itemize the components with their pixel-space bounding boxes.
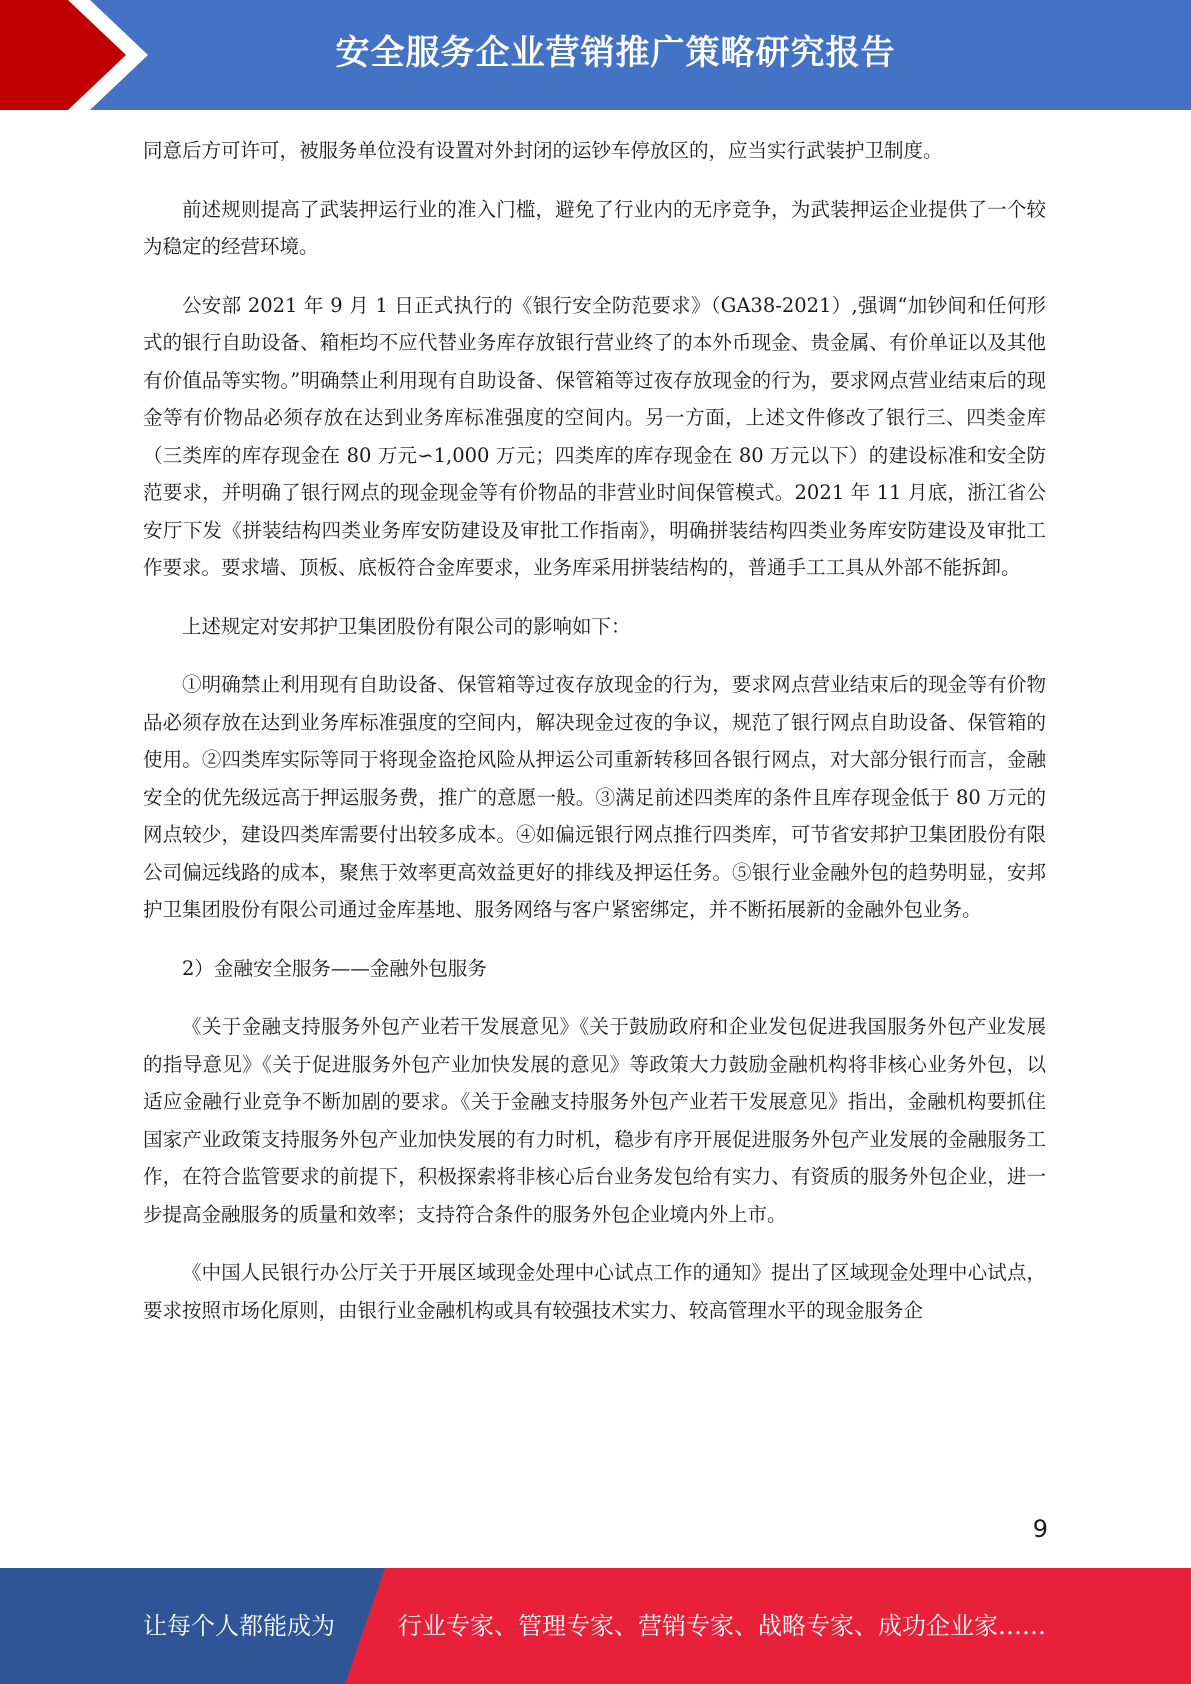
footer-slogan-roles: 行业专家、管理专家、营销专家、战略专家、成功企业家…… xyxy=(398,1612,1046,1640)
page-footer xyxy=(0,1568,1191,1684)
header-red-chevron xyxy=(0,0,148,110)
section-heading: 2）金融安全服务——金融外包服务 xyxy=(182,956,487,980)
paragraph: 前述规则提高了武装押运行业的准入门槛，避免了行业内的无序竞争，为武装押运企业提供了一个较为稳定的经营环境。 xyxy=(143,197,1046,258)
paragraph: ①明确禁止利用现有自助设备、保管箱等过夜存放现金的行为，要求网点营业结束后的现金等有价物品必须存放在达到业务库标准强度的空间内，解决现金过夜的争议，规范了银行网点自助设备、保管箱的使用。②四类库实际等同于将现金盗抢风险从押运公司重新转移回各银行网点，对大部分银行而言，金融安全的优先级远高于押运服务费，推广的意愿一般。③满足前述四类库的条件且库存现金低于 80 万元的网点较少，建设四类库需要付出较多成本。④如偏远银行网点推行四类库，可节省安邦护卫集团股份有限公司偏远线路的成本，聚焦于效率更高效益更好的排线及押运任务。⑤银行业金融外包的趋势明显，安邦护卫集团股份有限公司通过金库基地、服务网络与客户紧密绑定，并不断拓展新的金融外包业务。 xyxy=(143,673,1046,921)
paragraph: 《关于金融支持服务外包产业若干发展意见》《关于鼓励政府和企业发包促进我国服务外包产业发展的指导意见》《关于促进服务外包产业加快发展的意见》等政策大力鼓励金融机构将非核心业务外包，以适应金融行业竞争不断加剧的要求。《关于金融支持服务外包产业若干发展意见》指出，金融机构要抓住国家产业政策支持服务外包产业加快发展的有力时机，稳步有序开展促进服务外包产业发展的金融服务工作，在符合监管要求的前提下，积极探索将非核心后台业务发包给有实力、有资质的服务外包企业，进一步提高金融服务的质量和效率；支持符合条件的服务外包企业境内外上市。 xyxy=(143,1015,1046,1226)
paragraph: 《中国人民银行办公厅关于开展区域现金处理中心试点工作的通知》提出了区域现金处理中心试点，要求按照市场化原则，由银行业金融机构或具有较强技术实力、较高管理水平的现金服务企 xyxy=(143,1261,1046,1322)
page-header xyxy=(0,0,1191,110)
paragraph: 公安部 2021 年 9 月 1 日正式执行的《银行安全防范要求》（GA38-2021）,强调“加钞间和任何形式的银行自助设备、箱柜均不应代替业务库存放银行营业终了的本外币现金、贵金属、有价单证以及其他有价值品等实物。”明确禁止利用现有自助设备、保管箱等过夜存放现金的行为，要求网点营业结束后的现金等有价物品必须存放在达到业务库标准强度的空间内。另一方面，上述文件修改了银行三、四类金库（三类库的库存现金在 80 万元∽1,000 万元；四类库的库存现金在 80 万元以下）的建设标准和安全防范要求，并明确了银行网点的现金现金等有价物品的非营业时间保管模式。2021 年 11 月底，浙江省公安厅下发《拼装结构四类业务库安防建设及审批工作指南》，明确拼装结构四类业务库安防建设及审批工作要求。要求墙、顶板、底板符合金库要求，业务库采用拼装结构的，普通手工工具从外部不能拆卸。 xyxy=(143,293,1046,579)
document-title: 安全服务企业营销推广策略研究报告 xyxy=(335,33,896,73)
page-number: 9 xyxy=(1032,1515,1048,1543)
footer-slogan-lead: 让每个人都能成为 xyxy=(143,1612,335,1640)
paragraph: 上述规定对安邦护卫集团股份有限公司的影响如下： xyxy=(182,614,631,638)
paragraph: 同意后方可许可，被服务单位没有设置对外封闭的运钞车停放区的，应当实行武装护卫制度。 xyxy=(143,139,943,162)
document-body xyxy=(143,132,1046,1329)
header-arrow-decoration xyxy=(0,0,160,110)
